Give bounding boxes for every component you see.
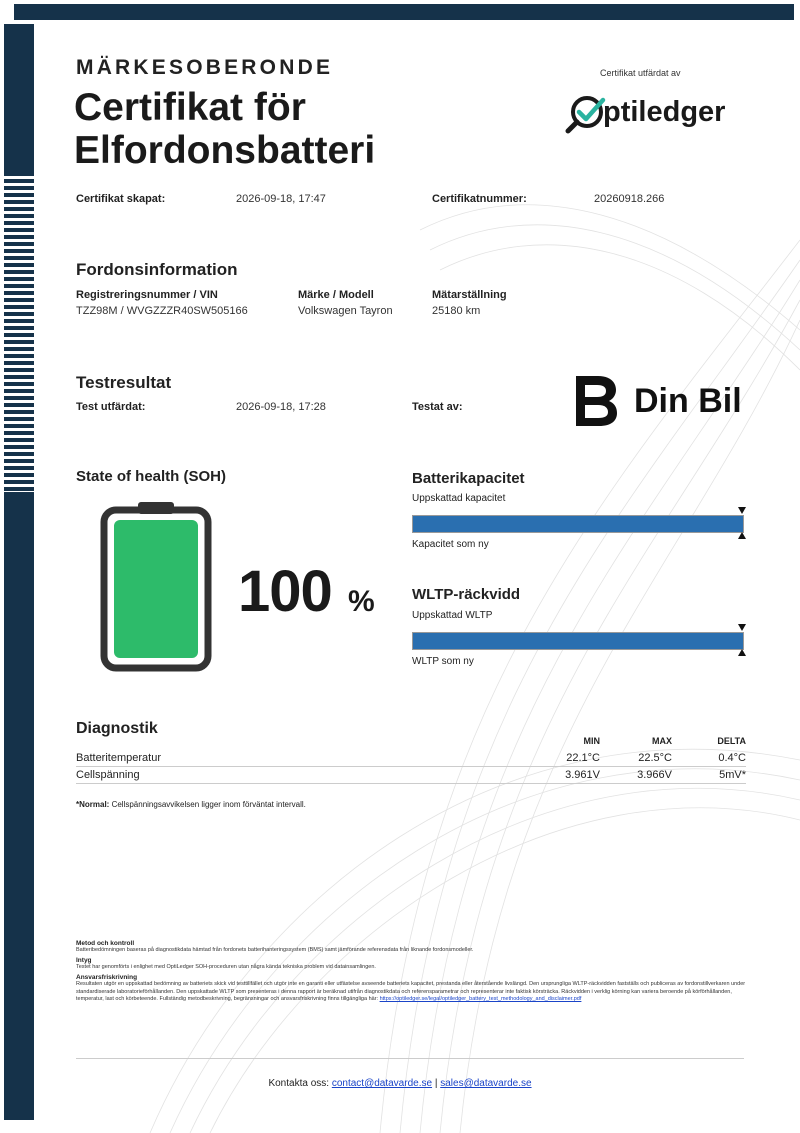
odometer-label: Mätarställning bbox=[432, 289, 507, 301]
cert-number-label: Certifikatnummer: bbox=[432, 193, 527, 205]
battery-level-fill bbox=[114, 520, 198, 658]
row-label: Batteritemperatur bbox=[76, 750, 476, 767]
diagnostics-heading: Diagnostik bbox=[76, 720, 158, 737]
capacity-heading: Batterikapacitet bbox=[412, 470, 525, 487]
capacity-reference-marker bbox=[738, 532, 746, 539]
diagnostics-col-delta: DELTA bbox=[717, 736, 746, 746]
side-bar bbox=[4, 24, 34, 1120]
diagnostics-table bbox=[76, 734, 746, 784]
diagnostics-note bbox=[76, 800, 306, 809]
battery-graphic bbox=[100, 500, 212, 672]
capacity-estimated-label: Uppskattad kapacitet bbox=[412, 493, 506, 504]
test-heading: Testresultat bbox=[76, 373, 172, 392]
attest-text: Testet har genomförts i enlighet med OptiLedger SOH-proceduren utan några kända tekniska problem vid datainsamlingen. bbox=[76, 964, 376, 971]
sales-email-link[interactable]: sales@datavarde.se bbox=[440, 1078, 532, 1089]
wltp-estimate-marker bbox=[738, 624, 746, 631]
wltp-heading: WLTP-räckvidd bbox=[412, 586, 521, 603]
footer-contact bbox=[0, 1078, 800, 1089]
test-issued-value: 2026-09-18, 17:28 bbox=[236, 401, 326, 413]
contact-prefix: Kontakta oss: bbox=[268, 1078, 330, 1089]
contact-separator: | bbox=[434, 1078, 438, 1089]
table-row bbox=[76, 767, 746, 784]
top-bar bbox=[14, 4, 794, 20]
created-value: 2026-09-18, 17:47 bbox=[236, 193, 326, 205]
attest-heading: Intyg bbox=[76, 957, 92, 965]
footer-divider bbox=[76, 1058, 744, 1059]
capacity-bar bbox=[412, 515, 744, 533]
make-value: Volkswagen Tayron bbox=[298, 305, 393, 317]
created-label: Certifikat skapat: bbox=[76, 193, 166, 205]
row-delta: 0.4°C bbox=[672, 750, 746, 767]
tested-by-label: Testat av: bbox=[412, 401, 463, 413]
diagnostics-header-row bbox=[76, 734, 746, 750]
wltp-reference-marker bbox=[738, 649, 746, 656]
row-label: Cellspänning bbox=[76, 767, 476, 784]
issued-by-label: Certifikat utfärdat av bbox=[600, 68, 681, 78]
reg-label: Registreringsnummer / VIN bbox=[76, 289, 218, 301]
fine-print bbox=[76, 940, 746, 1003]
capacity-estimate-marker bbox=[738, 507, 746, 514]
odometer-value: 25180 km bbox=[432, 305, 481, 317]
row-max: 22.5°C bbox=[600, 750, 672, 767]
diagnostics-col-min: MIN bbox=[583, 736, 600, 746]
page-title bbox=[74, 86, 494, 172]
capacity-reference-label: Kapacitet som ny bbox=[412, 539, 489, 550]
soh-heading: State of health (SOH) bbox=[76, 468, 227, 485]
optiledger-logo bbox=[565, 92, 755, 136]
make-label: Märke / Modell bbox=[298, 289, 374, 301]
wltp-reference-label: WLTP som ny bbox=[412, 656, 474, 667]
din-bil-mark-icon bbox=[572, 374, 620, 428]
title-line-1: Certifikat för bbox=[74, 86, 306, 129]
din-bil-logo bbox=[572, 374, 752, 430]
disclaimer-link[interactable]: https://optiledger.se/legal/optiledger_battery_test_methodology_and_disclaimer.pdf bbox=[379, 995, 582, 1002]
soh-value: 100 bbox=[238, 559, 332, 624]
kicker-text: MÄRKESOBERONDE bbox=[76, 56, 334, 79]
table-row bbox=[76, 750, 746, 767]
title-line-2: Elfordonsbatteri bbox=[74, 129, 376, 172]
row-min: 3.961V bbox=[476, 767, 600, 784]
soh-unit: % bbox=[348, 585, 375, 618]
optiledger-logo-text: ptiledger bbox=[603, 96, 726, 128]
vehicle-heading: Fordonsinformation bbox=[76, 260, 238, 279]
diagnostics-col-label bbox=[76, 734, 476, 750]
method-text: Batteribedömningen baseras på diagnostikdata hämtad från fordonets batterihanteringssystem (BMS) samt jämförande referensdata från liknande fordonsmodeller. bbox=[76, 947, 474, 953]
diagnostics-note-label: *Normal: bbox=[76, 800, 110, 809]
disclaimer-text: Resultaten utgör en uppskattad bedömning av batteriets skick vid testtillfället och utgör inte en garanti eller utfästelse avseende batteriets kapacitet, prestanda eller återstående livslängd. Den ursprungliga WLTP-räckvidden fastställs och publiceras av fordonstillverkaren under standardiserade laboratorieförhållanden. Den uppskattade WLTP som presenteras i denna rapport är beräknad utifrån diagnostikdata och referensparametrar och representerar inte faktisk körsträcka. Räckvidden i verklig körning kan variera beroende på körförhållanden, temperatur, last och körbeteende. Fullständig metodbeskrivning, begränsningar och ansvarsfriskrivning finns tillgängliga här: bbox=[76, 981, 746, 1002]
disclaimer-heading: Ansvarsfriskrivning bbox=[76, 974, 138, 982]
battery-icon bbox=[100, 500, 212, 672]
din-bil-logo-text: Din Bil bbox=[634, 382, 742, 420]
diagnostics-col-max: MAX bbox=[652, 736, 672, 746]
method-heading: Metod och kontroll bbox=[76, 940, 135, 947]
wltp-bar-fill bbox=[413, 633, 743, 649]
side-bar-stripes bbox=[4, 172, 34, 492]
test-issued-label: Test utfärdat: bbox=[76, 401, 146, 413]
contact-email-link[interactable]: contact@datavarde.se bbox=[331, 1078, 433, 1089]
cert-number-value: 20260918.266 bbox=[594, 193, 665, 205]
row-delta: 5mV* bbox=[672, 767, 746, 784]
wltp-estimated-label: Uppskattad WLTP bbox=[412, 610, 493, 621]
disclaimer-body bbox=[76, 981, 746, 1003]
wltp-bar bbox=[412, 632, 744, 650]
capacity-bar-fill bbox=[413, 516, 743, 532]
row-max: 3.966V bbox=[600, 767, 672, 784]
reg-value: TZZ98M / WVGZZZR40SW505166 bbox=[76, 305, 248, 317]
diagnostics-note-text: Cellspänningsavvikelsen ligger inom förväntat intervall. bbox=[109, 800, 306, 809]
row-min: 22.1°C bbox=[476, 750, 600, 767]
